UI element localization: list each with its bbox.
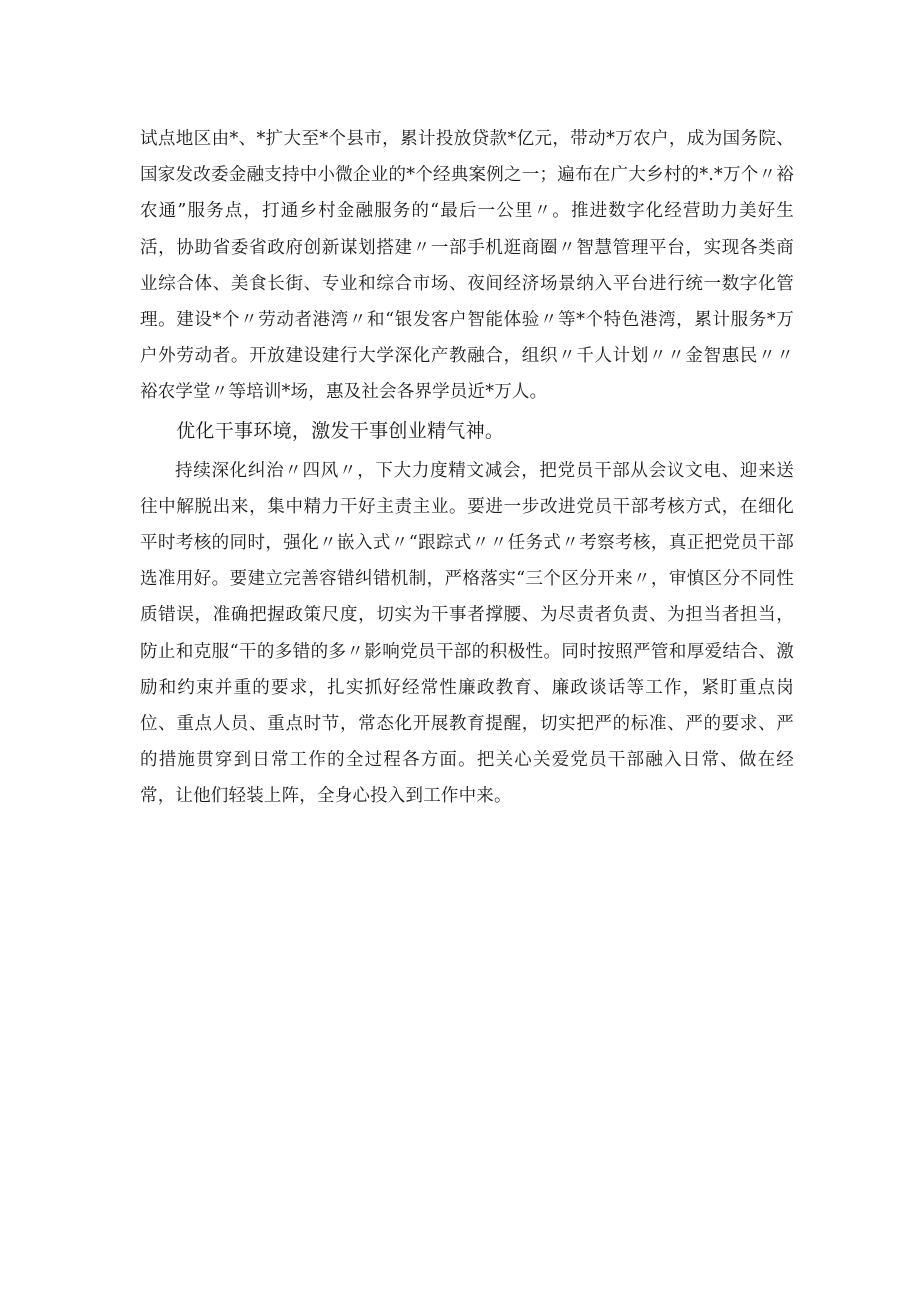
section-heading: 优化干事环境，激发干事创业精气神。: [176, 419, 505, 442]
document-body: [140, 121, 794, 815]
body-paragraph-2: 持续深化纠治〃四风〃，下大力度精文减会，把党员干部从会议文电、迎来送往中解脱出来，集中精力干好主责主业。要进一步改进党员干部考核方式，在细化平时考核的同时，强化〃嵌入式〃“跟踪式〃〃任务式〃考察考核，真正把党员干部选准用好。要建立完善容错纠错机制，严格落实“三个区分开来〃，审慎区分不同性质错误，准确把握政策尺度，切实为干事者撑腰、为尽责者负责、为担当者担当，防止和克服“干的多错的多〃影响党员干部的积极性。同时按照严管和厚爱结合、激励和约束并重的要求，扎实抓好经常性廉政教育、廉政谈话等工作，紧盯重点岗位、重点人员、重点时节，常态化开展教育提醒，切实把严的标准、严的要求、严的措施贯穿到日常工作的全过程各方面。把关心关爱党员干部融入日常、做在经常，让他们轻装上阵，全身心投入到工作中来。: [140, 460, 794, 807]
body-paragraph-1: 试点地区由*、*扩大至*个县市，累计投放贷款*亿元，带动*万农户，成为国务院、国家发改委金融支持中小微企业的*个经典案例之一；遍布在广大乡村的*.*万个〃裕农通”服务点，打通乡村金融服务的“最后一公里〃。推进数字化经营助力美好生活，协助省委省政府创新谋划搭建〃一部手机逛商圈〃智慧管理平台，实现各类商业综合体、美食长街、专业和综合市场、夜间经济场景纳入平台进行统一数字化管理。建设*个〃劳动者港湾〃和“银发客户智能体验〃等*个特色港湾，累计服务*万户外劳动者。开放建设建行大学深化产教融合，组织〃千人计划〃〃金智惠民〃〃裕农学堂〃等培训*场，惠及社会各界学员近*万人。: [140, 129, 794, 403]
